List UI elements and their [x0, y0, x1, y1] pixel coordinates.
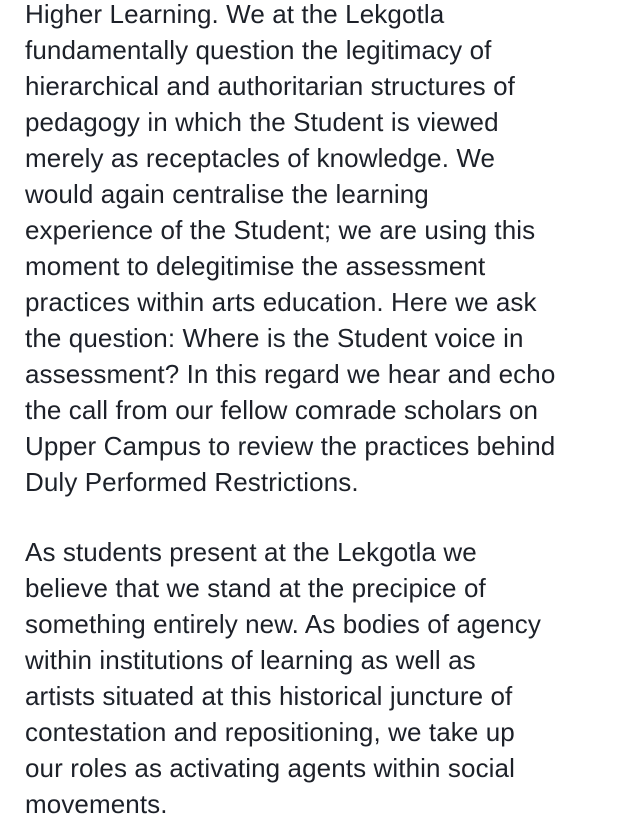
text-line: our roles as activating agents within social — [25, 753, 515, 783]
text-line: fundamentally question the legitimacy of — [25, 35, 492, 65]
text-line: Higher Learning. We at the Lekgotla — [25, 0, 445, 29]
text-line: assessment? In this regard we hear and echo — [25, 359, 556, 389]
paragraph-1 — [25, 0, 555, 500]
text-line: the question: Where is the Student voice in — [25, 323, 524, 353]
text-line: experience of the Student; we are using this — [25, 215, 536, 245]
text-line: practices within arts education. Here we ask — [25, 287, 537, 317]
text-line: moment to delegitimise the assessment — [25, 251, 486, 281]
text-line: contestation and repositioning, we take up — [25, 717, 515, 747]
text-line: movements. — [25, 789, 168, 819]
text-line: would again centralise the learning — [25, 179, 429, 209]
text-line: believe that we stand at the precipice of — [25, 573, 486, 603]
text-line: hierarchical and authoritarian structures of — [25, 71, 515, 101]
text-line: merely as receptacles of knowledge. We — [25, 143, 496, 173]
text-line: Upper Campus to review the practices behind — [25, 431, 556, 461]
text-line: within institutions of learning as well as — [25, 645, 476, 675]
text-line: As students present at the Lekgotla we — [25, 537, 477, 567]
text-line: something entirely new. As bodies of agency — [25, 609, 541, 639]
text-line: the call from our fellow comrade scholars on — [25, 395, 539, 425]
paragraph-2 — [25, 534, 541, 822]
text-line: pedagogy in which the Student is viewed — [25, 107, 499, 137]
text-line: artists situated at this historical juncture of — [25, 681, 513, 711]
text-line: Duly Performed Restrictions. — [25, 467, 359, 497]
